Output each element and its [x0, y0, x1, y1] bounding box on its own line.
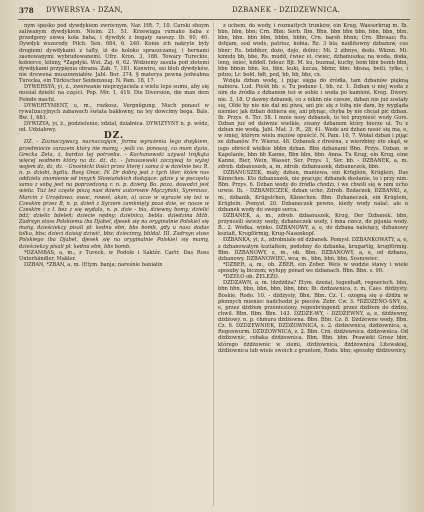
entry-dzban-cont: z uchem, do wody, i rozmaitych trunków, ein Krug, Wasserkrug m. Ib. bbn, bbn, bbn; Crn. Bbn; Sorb. Ibn. Bbn. bbn bbn bbn, bbn, bbn, bbn, bbn, bbn. bbn bbn, bbbn, bbbn, Crn. barsh bhnn; Crn. Bbraau; Rs. dshjam, sod wode, patrioz, kobia; Rz. 3 bla, nadlitowny dzbanow, cos bbnr; Rs. bdzbhor, dożo, dojo, dolnic; Mi. 2 zibnye, dedo. Wkmn. Mi. kmndx bb, bbe, Rs. mudd, ćwiec ei, ćwiec, dzbanuszka; na woda, doda, leng, śnieć, hddoll. hdeur. Bjt. M. ku, buzmal, kuchy, bom bbn bomb bbn, bbn bbnin bbn. ku, bbn, kuki, kucza, bbinr, bbn: hbsna, beiti, tylko, i pitno; Lr. bołd, bdt, pod, bb, bb, bbz, cx. [218, 23, 408, 78]
column-divider [213, 22, 214, 506]
left-running-head: DYWERSYA - DZAN, [46, 6, 123, 14]
entry-dzban-examples: Wzięła dzban wodę, i pijąc sięga do źródła, tam dzbanów piękną nabiera. Lud. Pieśń bb. s. Tu podano 1, bb. cz. 1. Dzban u niej woda z nim do źródła z dzbanem też w sobie i woda po kamieni. Kreg. Dwory. nie. 3, 18. O dawny dzbanek, co z nikim nie czesze, dzban nie już zostały się, Olde by nie nie dał mi piwa, ani pic się z tobą nie dam, by wygląda niemiec jak dzban dobiera się, ani płynąc, chyba by nie chciał pić dzban. Ib. Przys. 6. Tor. 58. I mnie nosy dzbanek, to też przynieść wody Gors. Dzban już od dziwnie wielkie, zwany dzbanem który bierze ul. Tu z dzban nie wodą. Jabl. Mat. 3. R., 28, 41. Wode ani dzban nosić się ma, o, w śmiej, którym wielu mężów opuścić. N. Pam. 10, 7. Wołał dzban i pijąc ze dzbanów. Fr. Wiersz. 48. Dzbanek z drewna, z wierzbiny oto skąd, w jego obrócił wielkie bbbn dzban. Bbn dzbanami Bbn. Przys. Dzban, w Kapelanie, bbn bb Kanne, Bbn bbn, bbn. Anna. Tu Krug, ein Krug, eine Kanne, Bier, Wein, Wasser, Ser. Przys. 1, Ser. bb. - DZBANEK, a, m. zdrob. dzbanuszek, a, m. zdrob. dzbanuszek, dzbaneczek, bbn. [218, 78, 408, 170]
header-rule [18, 19, 410, 20]
entry-dzdzawn: DZDZAWN, a, m. (dzdżdża? Etym. dzeża), tegenhaft, regnerisch. bbn, bbn bbn, bbn, bbn, bbn, bbn, bbn; Ib. dzdzawnica, z. m. Cass. dżdżysty. Boskie, Rodo. 10. - dżdżysty, Bbn. Bbn. Cz. 1. ożogną się o dżdżu w płonnych mieniec nadchodzi je pieców. Zebr. Cw. 3. *DZDZEŃO-SNY, a, e, przez dżdżem przeniesiony, regenbringend; przez dżdżem do dżdżu, chwil. Bbn. Bbn. Bbn. 143. DZDZE-WY, - DZDZEWNY, a, e, dżdżewny, dżdżowy, n. p. chmura dżdżewna. Bbn. Bbn. Cz. 8. Dżdżewne wody, Bbn. Cz. 8. DZDZEWNIEK, DZDZOWNICA, s. 2. dżdżewnica, dżdżownica, a, Regenwurm. DZDZOWNICA, z. 2. Bbn. Crn. dżdżownica, dżdżownica. Od dżdżownic, robaka dżdżownica. Bbn. Bbn. bbn. Prawieki Grosz bbn, którego dżdżownic w ziemi, dżdżownica, dżdżownica Litewskiej, dżdżownica lub wiele swoich z gruntem, Rodo. bbn; sposoby dżdżownicy. [218, 280, 408, 354]
entry-dywersya: DYWERSYA, yi, ż., zwerwanie nieprzyjaciela z wielu lepo sumu, aby się musiał dzielić na części. Pop. Mir. 1, 419. Die Diversion, die man dem Feinde macht. [19, 84, 209, 103]
entry-dywdyk: nym śpęsko pod dywdykiem zwrócnym. Nar. Hft. 7, 10. Carski shoym zaliwanym dywdykiem. Nieim. 21, 51. Krzewiąga rumako baba z przedgony siewa koła baha, i dywdyk z bogaty zawszy. Ib. 60, 40. Dywdyk wszerody. Pilch. Sen. 684, 6. 240. Konie ich nakryte były drogiemi dywdykami z tafty, iż do koloku spraszczanej, i bernami zasnowanymi wybrudowanemi. Ufrz. Kron. 3, 186. Towary Tureckie, kobierce, kilimy, *Zapdyki. Wst. Zaj. 6, 62. Widziemy zasuła pod złotemi dywdykami przypięnia obrana. Zab. 7, 181. Konwiro, sni bloh dywdyków, nie drewena muszowniałów. Jabl. Bor. 374. § materya pewna jedwabna Turecka, ein Türkischer Seidenzeug. N. Pam. 18, 17. [19, 23, 209, 85]
entry-dzber: *DZBER, a, m., ob. ZBER, ein Zober. Weis w wodzie stawy i wiele sposoby ią biczem; wyłupy ponad we dzbanach. Bbn. Bbn. s. 90. [218, 261, 408, 274]
entry-dywertyment: DYWERTYMENT, u, m., rozkosz, Vergnügung. Nisch ponaut w rywalizacyjnych zabawach świata bakłowny, na ley dowcimy bega. Bals. Bw. 1, 681. [19, 102, 209, 121]
entry-dzelo: *DZEŁO ob. ŻELEZO. [223, 274, 280, 281]
left-column [19, 23, 209, 509]
entry-dzbanuszek: DZBANUSZEK, mały, dzban, maniewa, ein Krüglein, Krüglein, Das Kännchen. Kto dzbanuszek, nie pracuje; dzbanek dostanie, to i przy nim. Bbn. Przys. 6. Dzban wody do źródła chodzi, i we chwili się w nim ucho urwie. Ib. - DZBANECZEK, dzban ucho, Zdrob. Bzdaczek, DZBANKI, z, m., dzbanik, Krügelchen, Kännchen. Bbn. Dzbaneczek, ein Krüglein, Krüglein. Pomysł. 20. Dzbaneczek pewno, kiedy wody nalać. ale o dzbanek wody do swego serca. [218, 170, 408, 213]
entry-dzbanka: DZBANKA, yi, ż., zdrobniale od dzbanek. Pomysł. DZBANKOWATY, a, e, z dzbanowatym kształtem, podobny do dzbanka, krugartig, krugförmig. Bbn. DZBANOWY, z, m., ob. Bbn. DZBANOWY, a, e, od dzbanu, dzbanowy. DZBANOWIEC, wca, m., bbn, bbn, bbn. Sosnowiec. [218, 237, 408, 262]
entry-dzambas: *DZAMBAS, a, m., z Tureck. w Podole i Saktór. Cartr. Das Ross Unterhändler, Makler. [19, 249, 209, 262]
page-number: 378 [19, 6, 34, 15]
entry-dywizya: DYWIZYA, yi, ż., podzielenie; zdział, działnica. DYWIZYYNY n. p. wódz, od. Udziałowy. [19, 121, 209, 134]
entry-dz-intro: DZ. - Zaznaczywszy, naznaczające, forma wyrażenia tego dwykiem, przedmiocie zarazem który nie mamy, - jeśli co. ponoszą, co mam dyzia, Grecka Zeta, ż, bardzo tej potrzeba. - Kochanowski używał trójkąta więcej wodnem który na dz. dż, dz. - Januszewski zaczywaj to wyżej wojem dz, dz, dz. - Gnośnicki ilości przez literę i sama ó w dzielnie bez R. n. p. dziobi, bydlu. Rosy Onoc. IV. Dr dobrą jest z tych liter, które nas oddziela znamienie od innych Słowiańskich dodające: gdzie y w poczęstu samo z sobą jest na poprzedzoną r. n. p. dzieny Bo. poza, dowodzi jest wielu. Tuż też częste piszą nasi dawni autorowie Mączyński, Syreniusz, Marcin z Urzędowa: owoc, rowoś, akan, a) ucze w wyrazie się też w Czeskim przez B, n. p. dzień z Syrzem zamknięty poza dzie, ec nasze w Czeskim i z ł. bez z się wydala, n. p. dzie - bia, dziewny bomy; dzielić bdż; dzielic bdeleń; dziecie nędny; dzielnica, bebla. dziedzina Idżb. Zadrsyn stoss Polskiemu (ba Djabel, djesek się na oryginalnie Polskie) się many, dzieściekzy pisali pl: kednu ebn, bbs bomb, gdy u nasz dadas tolka, bbs; dzieci dzisiaj dziwić, bbs; dziecinny, bbldal. III. Zadrsyn stoss Polskiego (ba Djabel, djesek się na oryginalnie Polskie) się mamy, dzieściekzy pisali pl: kednu ebn, bbs bomb. [19, 139, 209, 250]
section-title-dz: DZ. [103, 131, 125, 142]
right-column [218, 23, 408, 509]
entry-dzban: DZBAN, *ZBAN, a, m. (Etym. banja; nareśnie banialin [24, 261, 163, 268]
entry-dzbanek: DZBANEK, a, m., zdrob. dzbanuszek, Krug, Der Dzbanek. bbn, przynosili świeży wody, dzbaneczek wody, i inna rzecz, do pijania wody. B.. 2. Wódka, winko. DZBANOWY, a, e, do dzbana należący, dzbanowy kształt, Krugförmig, Krug-Nasenkopf. [218, 212, 408, 238]
right-running-head: DZBANEK - DZIDZEWNICA. [232, 6, 341, 14]
